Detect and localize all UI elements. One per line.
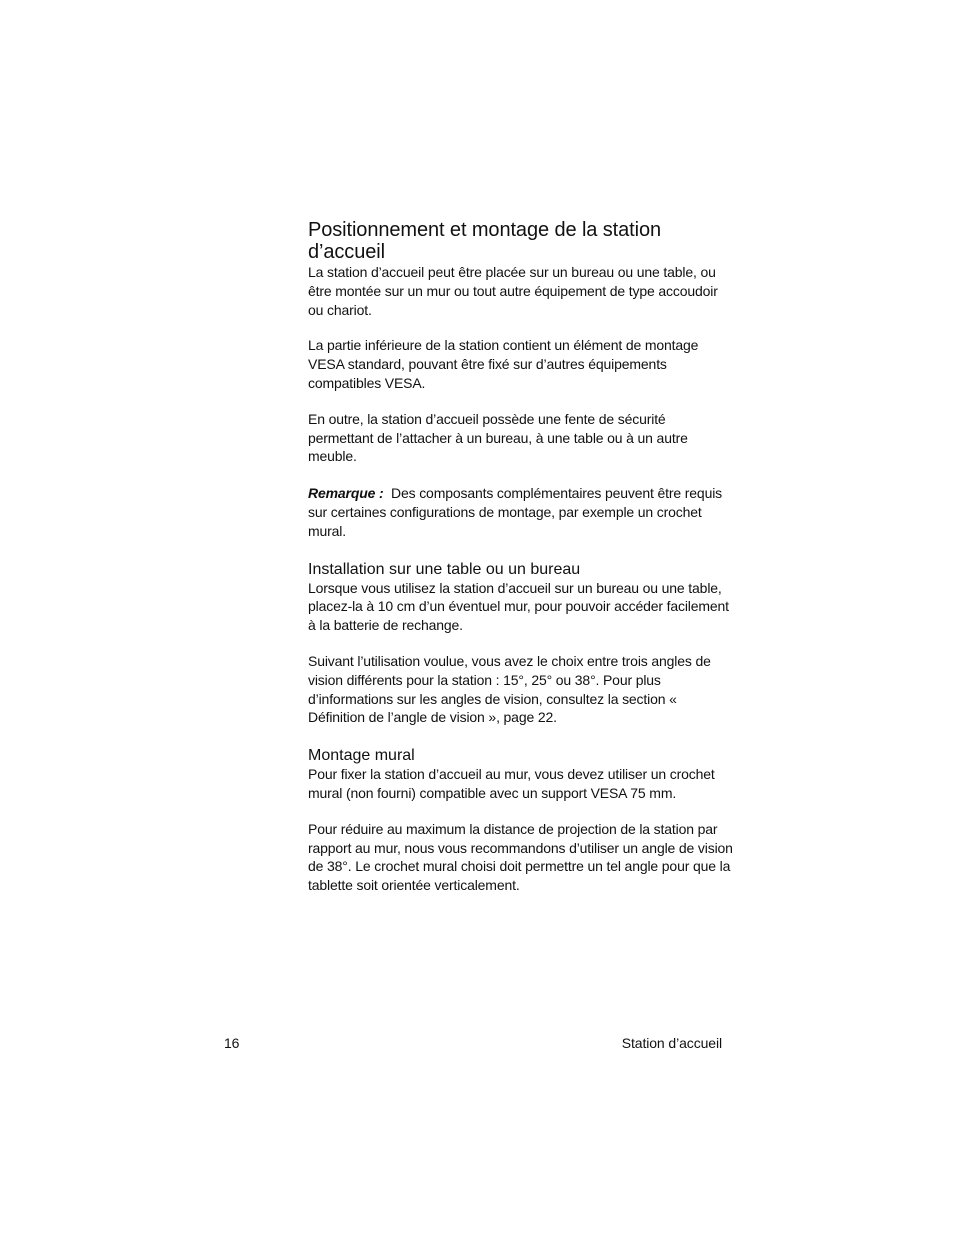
- note-label: Remarque :: [308, 485, 384, 502]
- section-heading-table-install: Installation sur une table ou un bureau: [308, 560, 581, 578]
- note-text: Des composants complémentaires peuvent être requis sur certaines configurations de montage, par exemple un crochet mural.: [308, 485, 723, 539]
- page-content: [308, 219, 733, 895]
- intro-paragraph: La partie inférieure de la station contient un élément de montage VESA standard, pouvant être fixé sur d’autres équipements compatibles VESA.: [308, 337, 699, 391]
- section-paragraph: Suivant l’utilisation voulue, vous avez le choix entre trois angles de vision différents pour la station : 15°, 25° ou 38°. Pour plus d’informations sur les angles de vision, consultez la section « Définition de l’angle de vision », page 22.: [308, 652, 711, 726]
- running-footer-title: Station d’accueil: [621, 1035, 722, 1051]
- section-heading-wall-mount: Montage mural: [308, 747, 415, 765]
- note-paragraph: [308, 484, 733, 540]
- page-title: Positionnement et montage de la station d’accueil: [308, 219, 661, 263]
- section-paragraph: Pour réduire au maximum la distance de projection de la station par rapport au mur, nous vous recommandons d’utiliser un angle de vision de 38°. Le crochet mural choisi doit permettre un tel angle pour que la tablette soit orientée verticalement.: [308, 820, 733, 894]
- page-number: 16: [224, 1035, 240, 1051]
- section-paragraph: Lorsque vous utilisez la station d’accueil sur un bureau ou une table, placez-la à 10 cm d’un éventuel mur, pour pouvoir accéder facilement à la batterie de rechange.: [308, 579, 729, 634]
- intro-paragraph: En outre, la station d’accueil possède une fente de sécurité permettant de l’attacher à un bureau, à une table ou à un autre meuble.: [308, 410, 688, 465]
- section-paragraph: Pour fixer la station d’accueil au mur, vous devez utiliser un crochet mural (non fourni) compatible avec un support VESA 75 mm.: [308, 766, 715, 801]
- intro-paragraph: La station d’accueil peut être placée sur un bureau ou une table, ou être montée sur un mur ou tout autre équipement de type accoudoir ou chariot.: [308, 264, 718, 318]
